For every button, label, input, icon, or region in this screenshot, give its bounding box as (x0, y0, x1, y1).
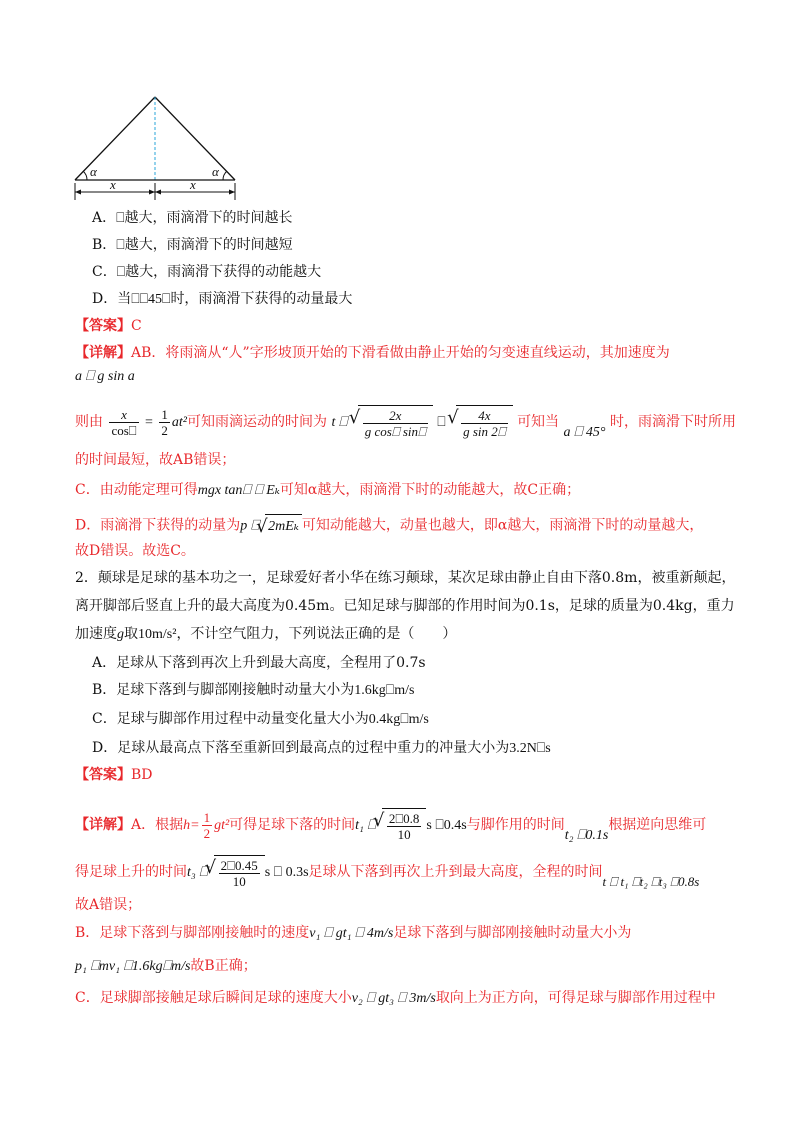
q2-g-value: 10m/s² (138, 627, 177, 642)
q1-detail-label: 【详解】 (75, 345, 131, 361)
frac-num: 1 (161, 406, 168, 422)
angle-arc-right (223, 171, 227, 180)
q2-stem-line-3 (75, 624, 456, 645)
q2-v1-formula: v₁ ⎕ gt₁ ⎕ 4m/s (309, 926, 394, 941)
frac-num: √ 4x (461, 408, 507, 424)
frac-den: g cos⎕ sin⎕ (364, 424, 426, 439)
q1-detail-text-1: AB．将雨滴从“人”字形坡顶开始的下滑看做由静止开始的匀变速直线运动，其加速度为 (131, 345, 670, 361)
q2-gt2: gt² (214, 818, 230, 833)
q2-detail-l5-post: 故B正确； (190, 958, 257, 974)
q1-energy-formula: mgx tan⎕ ⎕ Eₖ (197, 483, 280, 498)
q1-detail-line-4: 的时间最短，故AB错误； (75, 452, 236, 468)
roof-right-slope (155, 97, 235, 180)
q2-t1: t₁ ⎕ (355, 818, 376, 833)
frac-num: 1 (203, 809, 211, 825)
q2-answer-value: BD (131, 767, 153, 783)
q1-fraction-x-over-cos (109, 407, 138, 438)
q2-t3-result: s ⎕ 0.3s (264, 865, 309, 880)
q1-fraction-half (159, 407, 170, 438)
q2-t2: t₂ ⎕0.1s (564, 828, 609, 843)
q2-option-d-math: 3.2N⎕s (509, 741, 551, 756)
q2-g-symbol: g (117, 627, 124, 642)
x-label-left: x (110, 177, 116, 192)
q2-stem-l3-pre: 加速度 (75, 626, 117, 642)
q2-detail-l1-mid2: 与脚作用的时间 (466, 817, 565, 833)
q1-option-d-math: ⎕⎕45⎕ (131, 292, 171, 307)
q2-t1-result: s ⎕0.4s (426, 818, 467, 833)
q2-detail-l1-mid: 可得足球下落的时间 (229, 817, 356, 833)
q1-detail-l5-pre: C．由动能定理可得 (75, 482, 198, 498)
q2-detail-l6-post: 取向上为正方向，可得足球与脚部作用过程中 (435, 990, 716, 1006)
q1-option-d-post: 时，雨滴滑下获得的动量最大 (170, 291, 353, 307)
q2-fraction-half (202, 810, 213, 841)
roof-left-slope (75, 97, 155, 180)
q1-detail-line-7: 故D错误。故选C。 (75, 543, 195, 559)
q2-stem-line-1: 2．颠球是足球的基本功之一，足球爱好者小华在练习颠球，某次足球由静止自由下落0.8m，被重新颠起， (75, 570, 736, 586)
frac-den: 2 (161, 422, 168, 438)
q2-option-c (92, 709, 429, 730)
q1-answer-value: C (131, 318, 142, 334)
roof-diagram (60, 90, 250, 205)
q1-momentum-sqrt: √ 2mEₖ (265, 514, 302, 537)
q1-at2: at² (171, 415, 187, 430)
q1-answer-label: 【答案】 (75, 318, 131, 334)
q1-detail-line-6 (75, 514, 703, 537)
q1-detail-l5-post: 可知α越大，雨滴滑下时的动能越大，故C正确； (279, 482, 581, 498)
q2-total-time: t ⎕ t₁ ⎕t₂ ⎕t₃ ⎕0.8s (602, 874, 700, 889)
q1-eq: = (145, 415, 153, 430)
alpha-right-label: α (212, 164, 219, 179)
q2-detail-label: 【详解】 (75, 817, 131, 833)
frac-num: √ 2⎕0.8 (388, 811, 420, 826)
angle-arc-left (83, 171, 87, 180)
q1-detail-l3-mid: 可知雨滴运动的时间为 (187, 414, 327, 430)
q2-option-a: A．足球从下落到再次上升到最大高度，全程用了0.7s (92, 655, 426, 671)
q2-option-d-pre: D．足球从最高点下落至重新回到最高点的过程中重力的冲量大小为 (92, 740, 510, 756)
frac-den: 10 (232, 874, 246, 889)
q1-detail-line-1 (75, 343, 670, 363)
q2-detail-l4-post: 足球下落到与脚部刚接触时动量大小为 (393, 925, 632, 941)
q2-detail-line-5 (75, 956, 257, 977)
q2-option-b (92, 680, 414, 701)
q1-box-sym: ⎕ (437, 414, 446, 430)
q2-h-eq: h= (183, 818, 200, 833)
sqrt-frac (461, 408, 507, 439)
q2-option-c-math: 0.4kg⎕m/s (368, 712, 429, 727)
q2-stem-take: 取 (124, 626, 138, 642)
q2-stem-line-2: 离开脚部后竖直上升的最大高度为0.45m。已知足球与脚部的作用时间为0.1s，足球的质量为0.4kg，重力 (75, 598, 735, 614)
frac-num: √ 2⎕0.45 (220, 858, 258, 873)
frac-num: x (109, 407, 138, 423)
q2-detail-l2-mid: 足球从下落到再次上升到最大高度，全程的时间 (308, 864, 603, 880)
q1-option-b: B．⎕越大，雨滴滑下的时间越短 (92, 237, 293, 253)
sqrt-frac (363, 408, 428, 439)
q2-p1-formula: p₁ ⎕mv₁ ⎕1.6kg⎕m/s (75, 959, 191, 974)
arrowhead-3 (155, 190, 161, 195)
q1-option-d-pre: D．当 (92, 291, 132, 307)
q2-option-c-pre: C．足球与脚部作用过程中动量变化量大小为 (92, 711, 369, 727)
q1-p-symbol: p ⎕ (240, 518, 260, 534)
q2-t3: t₃ ⎕ (187, 865, 208, 880)
frac-num: √ 2x (363, 408, 428, 424)
q1-sqrt-2 (456, 405, 512, 439)
q1-detail-l3-pre: 则由 (75, 414, 103, 430)
frac-den: cos⎕ (111, 422, 137, 438)
q2-option-d (92, 738, 551, 759)
x-label-right: x (190, 177, 196, 192)
frac-den: 2 (203, 825, 211, 841)
q1-t-symbol: t ⎕ (331, 415, 348, 430)
arrowhead-2 (149, 190, 155, 195)
sqrt-frac (387, 811, 422, 842)
alpha-left-label: α (90, 164, 97, 179)
q1-detail-l3-post: 可知当 (517, 414, 560, 430)
q1-detail-line-5 (75, 480, 580, 501)
q2-stem-l3-post: ，不计空气阻力，下列说法正确的是（ ） (176, 626, 457, 642)
q2-detail-l1-end: 根据逆向思维可 (608, 817, 707, 833)
q1-option-d (92, 289, 352, 310)
q1-detail-line-3 (75, 405, 736, 439)
q2-detail-l1-pre: A．根据 (131, 817, 184, 833)
q2-detail-l6-pre: C．足球脚部接触足球后瞬间足球的速度大小 (75, 990, 352, 1006)
q2-v2-formula: v₂ ⎕ gt₃ ⎕ 3m/s (351, 991, 436, 1006)
q1-cond: a ⎕ 45° (563, 425, 606, 440)
q2-detail-l4-pre: B．足球下落到与脚部刚接触时的速度 (75, 925, 310, 941)
q2-option-b-math: 1.6kg⎕m/s (354, 683, 415, 698)
q2-detail-line-2 (75, 855, 699, 889)
frac-den: 10 (397, 827, 411, 842)
q1-sqrt-1 (358, 405, 433, 439)
q1-detail-accel-formula: a ⎕ g sin a (75, 369, 135, 384)
arrowhead-1 (75, 190, 81, 195)
q1-option-c: C．⎕越大，雨滴滑下获得的动能越大 (92, 264, 322, 280)
q1-detail-l3-end: 时，雨滴滑下时所用 (609, 414, 736, 430)
sqrt-frac (219, 858, 260, 889)
q1-detail-l6-pre: D．雨滴滑下获得的动量为 (75, 517, 241, 534)
q2-sqrt-t1 (382, 808, 427, 842)
q2-detail-line-4 (75, 923, 631, 944)
q2-option-b-pre: B．足球下落到与脚部刚接触时动量大小为 (92, 682, 355, 698)
q1-option-a: A．⎕越大，雨滴滑下的时间越长 (92, 210, 293, 226)
q2-detail-l2-pre: 得足球上升的时间 (75, 864, 187, 880)
q2-sqrt-t3 (214, 855, 265, 889)
q2-detail-line-1 (75, 808, 706, 842)
frac-den: g sin 2⎕ (463, 424, 506, 439)
q2-detail-line-6 (75, 988, 716, 1009)
q1-detail-l6-post: 可知动能越大，动量也越大，即α越大，雨滴滑下时的动量越大， (301, 517, 704, 534)
q1-answer (75, 316, 142, 336)
q2-answer (75, 765, 153, 785)
arrowhead-4 (229, 190, 235, 195)
q2-answer-label: 【答案】 (75, 767, 131, 783)
q2-detail-line-3: 故A错误； (75, 897, 142, 913)
